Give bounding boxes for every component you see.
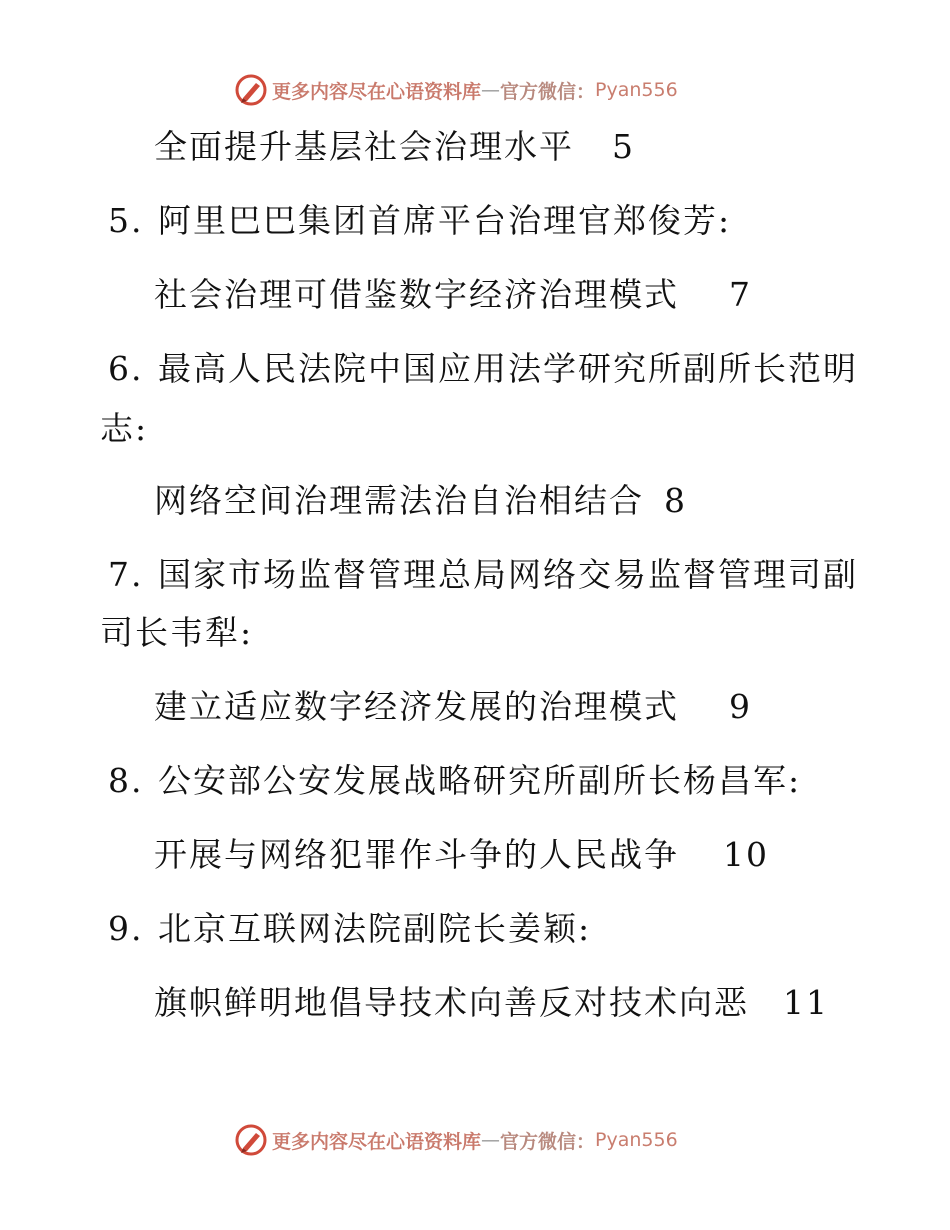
entry-speaker-text-line2: 司长韦犁: xyxy=(100,613,254,652)
entry-title-text: 开展与网络犯罪作斗争的人民战争 xyxy=(154,835,679,874)
entry-title-text: 社会治理可借鉴数字经济治理模式 xyxy=(154,275,679,314)
entry-title-text: 建立适应数字经济发展的治理模式 xyxy=(154,687,679,726)
entry-page-number: 11 xyxy=(783,983,829,1022)
entry-speaker-text: 阿里巴巴集团首席平台治理官郑俊芳: xyxy=(158,201,732,240)
pen-logo-icon xyxy=(234,73,268,107)
toc-entry-title xyxy=(154,481,687,520)
entry-page-number: 7 xyxy=(729,275,752,314)
toc-entry-title xyxy=(154,687,752,726)
toc-entry-title xyxy=(154,983,829,1022)
entry-number: 9. xyxy=(108,909,144,948)
watermark-wechat-label: 官方微信： xyxy=(500,1130,596,1153)
pen-logo-icon xyxy=(234,1123,268,1157)
watermark-main-text: 更多内容尽在心语资料库 xyxy=(272,1130,482,1153)
entry-page-number: 5 xyxy=(612,127,635,166)
toc-entry-speaker xyxy=(108,555,858,594)
toc-entry-speaker xyxy=(108,909,592,948)
entry-speaker-text-line1: 国家市场监督管理总局网络交易监督管理司副 xyxy=(158,555,858,594)
entry-number: 5. xyxy=(108,201,144,240)
entry-speaker-text: 公安部公安发展战略研究所副所长杨昌军: xyxy=(158,761,802,800)
entry-title-text: 旗帜鲜明地倡导技术向善反对技术向恶 xyxy=(154,983,749,1022)
toc-entry-speaker xyxy=(108,201,732,240)
toc-entry-speaker-continuation xyxy=(100,409,149,448)
toc-entry-speaker xyxy=(108,349,858,388)
watermark-wechat-id: Pyan556 xyxy=(595,79,678,101)
watermark-wechat-label: 官方微信： xyxy=(500,80,596,103)
entry-title-text: 全面提升基层社会治理水平 xyxy=(154,127,574,166)
watermark-dash: — xyxy=(481,1129,501,1151)
entry-speaker-text: 北京互联网法院副院长姜颖: xyxy=(158,909,592,948)
toc-entry-title xyxy=(154,275,752,314)
entry-number: 6. xyxy=(108,349,144,388)
watermark-header xyxy=(234,73,678,107)
watermark-wechat-id: Pyan556 xyxy=(595,1129,678,1151)
entry-page-number: 8 xyxy=(664,481,687,520)
entry-page-number: 10 xyxy=(723,835,769,874)
watermark-main-text: 更多内容尽在心语资料库 xyxy=(272,80,482,103)
toc-entry-title xyxy=(154,835,769,874)
entry-page-number: 9 xyxy=(729,687,752,726)
watermark-footer xyxy=(234,1123,678,1157)
entry-speaker-text-line1: 最高人民法院中国应用法学研究所副所长范明 xyxy=(158,349,858,388)
toc-entry-speaker xyxy=(108,761,802,800)
entry-number: 8. xyxy=(108,761,144,800)
entry-number: 7. xyxy=(108,555,144,594)
toc-entry-title xyxy=(154,127,635,166)
toc-entry-speaker-continuation xyxy=(100,613,254,652)
watermark-dash: — xyxy=(481,79,501,101)
entry-speaker-text-line2: 志: xyxy=(100,409,149,448)
entry-title-text: 网络空间治理需法治自治相结合 xyxy=(154,481,644,520)
